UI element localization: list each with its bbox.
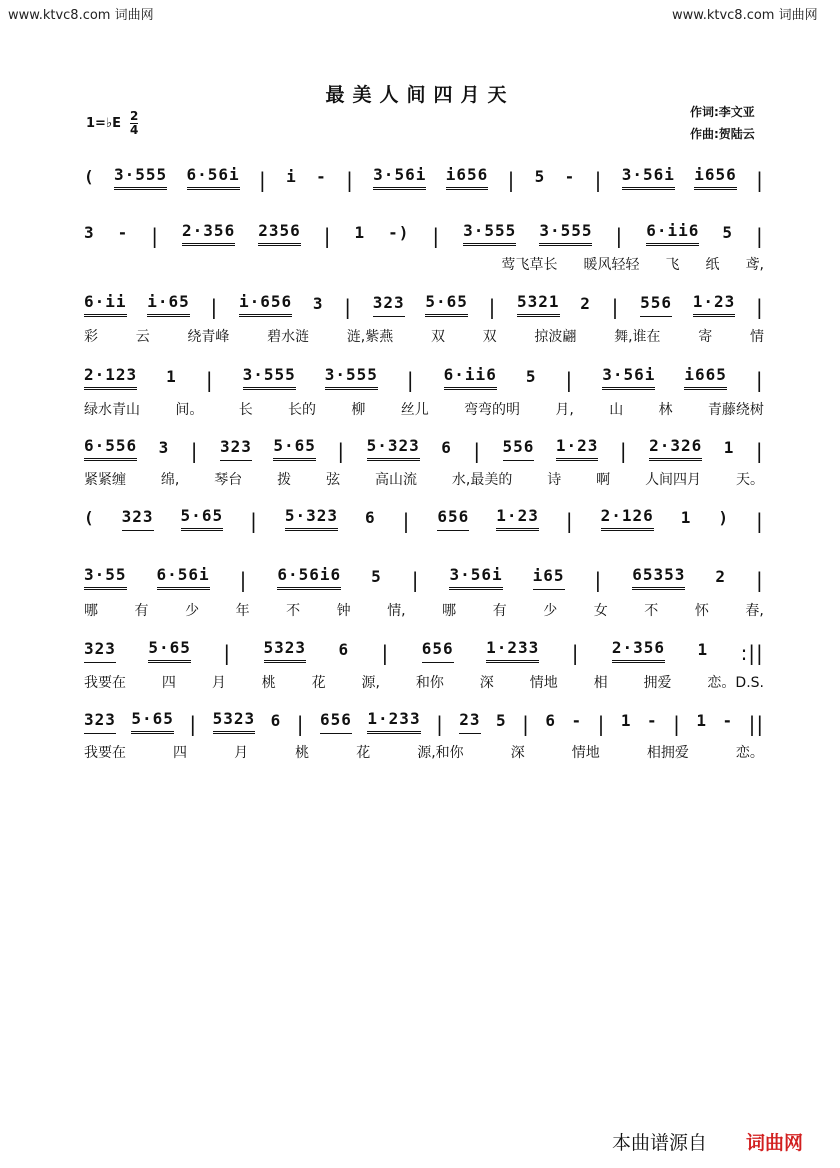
note-group: 2 [715,567,726,586]
lyric-word: 不 [286,603,301,619]
bar-line: | [571,641,580,665]
bar-line: | [190,439,199,463]
bar-line: | [755,295,764,319]
note-group: 1·233 [367,709,420,734]
bar-line: | [205,368,214,392]
note-group: i·65 [147,292,190,317]
note-group: 1 [680,508,692,527]
notation-row [84,566,764,590]
lyric-word: 长 [238,402,253,418]
bar-line: || [748,712,765,736]
lyric-word: 涟,紫燕 [346,329,394,345]
note-group: 5 [525,367,537,386]
composer: 作曲:贺陆云 [690,127,755,141]
note-group: 3·55 [84,565,127,590]
lyric-word: 掠波翩 [534,329,577,345]
lyric-word: 飞 [665,257,680,273]
lyric-word: 弦 [326,472,341,488]
note-group: 1 [723,438,735,457]
song-title: 最美人间四月天 [325,84,515,106]
note-group: 3·56i [373,165,426,190]
note-group: 6·ii6 [444,365,497,390]
lyric-word: 高山流 [374,472,417,488]
lyric-word: 四 [173,745,188,761]
footer-source: 本曲谱源自 [612,1132,708,1154]
lyricist: 作词:李文亚 [690,105,755,119]
lyric-word: 女 [593,603,608,619]
notation-row [84,366,764,390]
note-group: 3 [312,294,324,313]
note-group: 5·65 [425,292,468,317]
note-group: 5·323 [285,506,338,531]
note-group: 1·23 [693,292,736,317]
lyric-word: 深 [479,675,494,691]
lyric-word: 寄 [698,329,713,345]
bar-line: | [473,439,482,463]
bar-line: | [594,568,603,592]
note-group: 1·23 [496,506,539,531]
lyric-word: 四 [161,675,176,691]
lyric-word: 和你 [415,675,444,691]
note-group: 5 [371,567,382,586]
bar-line: | [565,368,574,392]
note-group: 5·65 [181,506,224,531]
note-group: 323 [220,437,252,461]
lyric-row [84,742,764,762]
lyric-word: 少 [543,603,558,619]
lyric-row [84,600,764,620]
lyric-word: 情, [387,603,406,619]
lyric-word: 山 [609,402,624,418]
note-group: 3·555 [243,365,296,390]
time-signature-top: 2 [130,109,139,123]
note-group: 1 [696,711,708,730]
note-group: 6 [441,438,452,457]
note-group: 656 [320,710,352,734]
footer-site: 词曲网 [746,1132,804,1154]
note-group: 6 [365,508,376,527]
lyric-word: 拨 [277,472,292,488]
lyric-word: 我要在 [84,745,126,761]
lyric-word: 源, [361,675,380,691]
bar-line: :|| [740,641,764,665]
note-group: 2·123 [84,365,137,390]
watermark-left: www.ktvc8.com 词曲网 [8,8,154,23]
lyric-row [84,469,764,489]
lyric-word: 怀 [694,603,709,619]
lyric-word: 暖风轻轻 [583,257,640,273]
lyric-word: 哪 [442,603,457,619]
lyric-word: 天。 [735,472,764,488]
note-group: - [571,711,583,730]
bar-line: | [611,295,620,319]
note-group: 1·233 [486,638,539,663]
note-group: - [647,711,658,730]
note-group: 3·555 [463,221,516,246]
lyric-word: 柳 [351,402,366,418]
lyric-word: 碧水涟 [267,329,310,345]
note-group: 5323 [213,709,256,734]
lyric-row [84,254,764,274]
note-group: 323 [122,507,154,531]
note-group: 1 [354,223,366,242]
lyric-word: 青藤绕树 [707,402,764,418]
lyric-word: 钟 [336,603,351,619]
note-group: - [564,167,576,186]
lyric-word: 鸢, [745,257,764,273]
key-signature: 1=♭E [86,116,121,131]
lyric-row [84,326,764,346]
bar-line: | [189,712,198,736]
bar-line: | [432,224,441,248]
note-group: 6·556 [84,436,137,461]
lyric-word: 双 [430,329,445,345]
note-group: 323 [84,639,116,663]
note-group: i·656 [239,292,292,317]
bar-line: | [522,712,530,736]
lyric-word: 有 [492,603,507,619]
watermark-right: www.ktvc8.com 词曲网 [672,8,818,23]
note-group: 5·65 [131,709,174,734]
lyric-word: 我要在 [84,675,126,691]
note-group: 5 [722,223,734,242]
lyric-word: 间。 [175,402,204,418]
note-group: 3·555 [539,221,592,246]
note-group: 3·56i [622,165,675,190]
bar-line: | [597,712,606,736]
lyric-word: 不 [644,603,659,619]
lyric-word: 恋。 [735,745,764,761]
lyric-word: 弯弯的明 [464,402,521,418]
time-signature [130,110,138,137]
note-group: 3 [84,223,95,242]
bar-line: | [673,712,681,736]
lyric-word: 拥爱 [643,675,672,691]
bar-line: | [755,368,764,392]
note-group: 6·ii [84,292,127,317]
note-group: 2·356 [182,221,235,246]
note-group: 6 [338,640,350,659]
lyric-word: 年 [235,603,250,619]
lyric-word: 月 [211,675,226,691]
lyric-word: 长的 [288,402,317,418]
bar-line: | [337,439,346,463]
note-group: - [117,223,129,242]
note-group: 6 [545,711,557,730]
note-group: i65 [533,566,565,590]
notation-row [84,710,764,734]
bar-line: | [756,509,764,533]
note-group: 2 [580,294,591,313]
lyric-word: 有 [134,603,149,619]
note-group: 6·56i [157,565,210,590]
bar-line: | [259,168,267,192]
lyric-word: 丝儿 [400,402,429,418]
lyric-word: 绵, [160,472,180,488]
bar-line: | [346,168,354,192]
lyric-word: 情 [749,329,764,345]
lyric-word: 花 [311,675,326,691]
lyric-word: 双 [482,329,497,345]
note-group: 5321 [517,292,560,317]
lyric-word: 情地 [529,675,558,691]
note-group: ) [718,508,730,527]
notation-row [84,293,764,317]
note-group: 1·23 [556,436,599,461]
note-group: - [316,167,327,186]
note-group: ( [84,167,95,186]
note-group: i656 [694,165,737,190]
bar-line: | [755,439,764,463]
bar-line: | [615,224,624,248]
note-group: 1 [620,711,632,730]
note-group: 2·326 [649,436,702,461]
note-group: 3·555 [114,165,167,190]
note-group: 65353 [632,565,685,590]
bar-line: | [250,509,258,533]
note-group: 556 [503,437,535,461]
bar-line: | [488,295,497,319]
lyric-word: 云 [135,329,150,345]
lyric-word: 彩 [84,329,98,345]
bar-line: | [406,368,415,392]
note-group: 2356 [258,221,301,246]
lyric-word: 月, [555,402,574,418]
lyric-word: 情地 [571,745,600,761]
lyric-word: 舞,谁在 [614,329,661,345]
note-group: 5·65 [148,638,191,663]
note-group: 6·ii6 [646,221,699,246]
note-group: 5·323 [367,436,420,461]
bar-line: | [565,509,574,533]
bar-line: | [594,168,603,192]
lyric-word: 纸 [705,257,720,273]
lyric-word: 少 [185,603,200,619]
note-group: 3·56i [449,565,502,590]
note-group: 3·56i [602,365,655,390]
note-group: 5 [534,167,546,186]
lyric-word: 人间四月 [645,472,702,488]
bar-line: | [756,224,764,248]
note-group: 556 [640,293,672,317]
lyric-word: 桃 [295,745,310,761]
note-group: i656 [446,165,489,190]
notation-row [84,166,764,190]
note-group: 5·65 [273,436,316,461]
lyric-row [84,672,764,692]
bar-line: | [210,295,219,319]
lyric-word: 啊 [596,472,611,488]
lyric-word: 绿水青山 [84,402,140,418]
note-group: 656 [422,639,454,663]
lyric-row [84,399,764,419]
bar-line: | [436,712,444,736]
lyric-word: 桃 [261,675,276,691]
lyric-word: 相拥爱 [646,745,689,761]
notation-row [84,222,764,246]
notation-row [84,639,764,663]
lyric-word: 深 [510,745,525,761]
bar-line: | [756,168,764,192]
note-group: - [722,711,734,730]
lyric-word: 春, [745,603,764,619]
note-group: 5323 [264,638,307,663]
bar-line: | [239,568,248,592]
lyric-word: 月 [234,745,249,761]
note-group: i [286,167,297,186]
bar-line: | [323,224,332,248]
note-group: 323 [84,710,116,734]
note-group: 6·56i [187,165,240,190]
bar-line: | [296,712,305,736]
lyric-word: 莺飞草长 [501,257,558,273]
note-group: 2·356 [612,638,665,663]
bar-line: | [381,641,390,665]
note-group: 323 [373,293,405,317]
lyric-word: 紧紧缠 [84,472,126,488]
note-group: ( [84,508,95,527]
notation-row [84,437,764,461]
lyric-word: 恋。D.S. [707,675,764,691]
note-group: 1 [166,367,177,386]
lyric-word: 林 [658,402,673,418]
lyric-word: 诗 [547,472,562,488]
note-group: 23 [459,710,480,734]
note-group: 3 [158,438,170,457]
bar-line: | [402,509,411,533]
bar-line: | [344,295,352,319]
note-group: 6·56i6 [277,565,341,590]
note-group: 5 [496,711,507,730]
lyric-word: 哪 [84,603,98,619]
bar-line: | [411,568,420,592]
bar-line: | [507,168,516,192]
note-group: 3·555 [325,365,378,390]
lyric-word: 源,和你 [417,745,464,761]
time-signature-bottom: 4 [130,123,139,137]
notation-row [84,507,764,531]
note-group: 656 [437,507,469,531]
note-group: i665 [684,365,727,390]
note-group: 2·126 [601,506,654,531]
bar-line: | [619,439,628,463]
note-group: -) [388,223,410,242]
lyric-word: 水,最美的 [451,472,513,488]
lyric-word: 相 [593,675,608,691]
bar-line: | [151,224,160,248]
bar-line: | [755,568,764,592]
note-group: 1 [697,640,709,659]
lyric-word: 琴台 [214,472,243,488]
lyric-word: 绕青峰 [187,329,230,345]
lyric-word: 花 [356,745,371,761]
note-group: 6 [270,711,282,730]
bar-line: | [223,641,232,665]
